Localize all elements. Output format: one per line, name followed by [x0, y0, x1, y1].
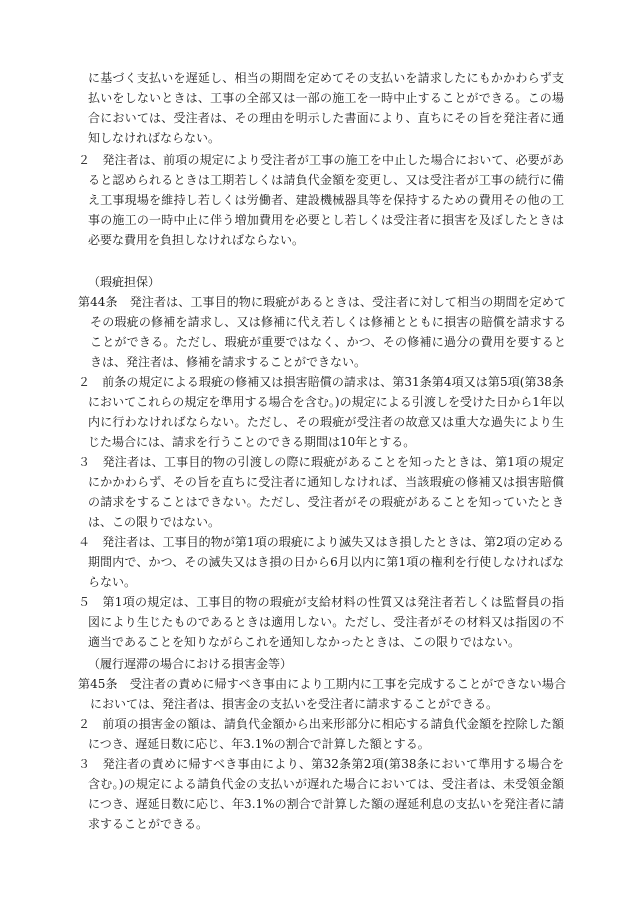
heading-article-45: （履行遅滞の場合における損害金等） — [88, 657, 293, 671]
heading-article-44: （瑕疵担保） — [88, 275, 161, 289]
paragraph-article-44-5: ５ 第1項の規定は、工事目的物の瑕疵が支給材料の性質又は発注者若しくは監督員の指図により生じたものであるときは適用しない。ただし、受注者がその材料又は指図の不適当であることを知りながらこれを通知しなかったときは、この限りではない。 — [78, 595, 564, 649]
paragraph-article-43-1-continued: に基づく支払いを遅延し、相当の期間を定めてその支払いを請求したにもかかわらず支払いをしないときは、工事の全部又は一部の施工を一時中止することができる。この場合においては、受注者は、その理由を明示した書面により、直ちにその旨を発注者に通知しなければならない。 — [88, 71, 564, 145]
paragraph-article-43-2: ２ 発注者は、前項の規定により受注者が工事の施工を中止した場合において、必要があると認められるときは工期若しくは請負代金額を変更し、又は受注者が工事の続行に備え工事現場を維持し若しくは労働者、建設機械器具等を保持するための費用その他の工事の施工の一時中止に伴う増加費用を必要とし若しくは受注者に損害を及ぼしたときは必要な費用を負担しなければならない。 — [78, 153, 564, 247]
paragraph-article-45-2: ２ 前項の損害金の額は、請負代金額から出来形部分に相応する請負代金額を控除した額につき、遅延日数に応じ、年3.1%の割合で計算した額とする。 — [78, 717, 564, 751]
paragraph-article-45-1: 第45条 受注者の責めに帰すべき事由により工期内に工事を完成することができない場合においては、発注者は、損害金の支払いを受注者に請求することができる。 — [78, 677, 566, 711]
paragraph-article-44-4: ４ 発注者は、工事目的物が第1項の瑕疵により滅失又はき損したときは、第2項の定める期間内で、かつ、その滅失又はき損の日から6月以内に第1項の権利を行使しなければならない。 — [78, 535, 564, 589]
paragraph-article-45-3: ３ 発注者の責めに帰すべき事由により、第32条第2項(第38条において準用する場合を含む。)の規定による請負代金の支払いが遅れた場合においては、受注者は、未受領金額につき、遅延日数に応じ、年3.1%の割合で計算した額の遅延利息の支払いを発注者に請求することができる。 — [78, 757, 564, 831]
paragraph-article-44-2: ２ 前条の規定による瑕疵の修補又は損害賠償の請求は、第31条第4項又は第5項(第38条においてこれらの規定を準用する場合を含む。)の規定による引渡しを受けた日から1年以内に行わなければならない。ただし、その瑕疵が受注者の故意又は重大な過失により生じた場合には、請求を行うことのできる期間は10年とする。 — [78, 375, 564, 449]
paragraph-article-44-3: ３ 発注者は、工事目的物の引渡しの際に瑕疵があることを知ったときは、第1項の規定にかかわらず、その旨を直ちに受注者に通知しなければ、当該瑕疵の修補又は損害賠償の請求をすることはできない。ただし、受注者がその瑕疵があることを知っていたときは、この限りではない。 — [78, 455, 564, 529]
paragraph-article-44-1: 第44条 発注者は、工事目的物に瑕疵があるときは、受注者に対して相当の期間を定めてその瑕疵の修補を請求し、又は修補に代え若しくは修補とともに損害の賠償を請求することができる。ただし、瑕疵が重要ではなく、かつ、その修補に過分の費用を要するときは、発注者は、修補を請求することができない。 — [78, 295, 566, 369]
